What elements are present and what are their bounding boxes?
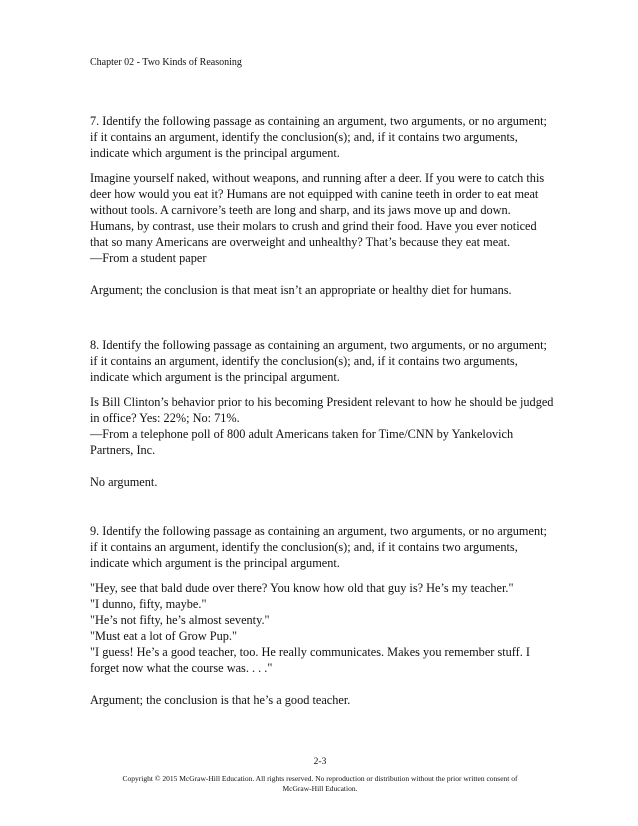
prompt-line: 9. Identify the following passage as containing an argument, two arguments, or no argument;: [90, 524, 547, 538]
passage-line: Imagine yourself naked, without weapons, and running after a deer. If you were to catch this: [90, 171, 545, 185]
passage-line: that so many Americans are overweight and unhealthy? That’s because they eat meat.: [90, 235, 511, 249]
passage-line: "I guess! He’s a good teacher, too. He really communicates. Makes you remember stuff. I: [90, 645, 531, 659]
answer: Argument; the conclusion is that meat isn’t an appropriate or healthy diet for humans.: [90, 283, 512, 297]
copyright-line: Copyright © 2015 McGraw-Hill Education. All rights reserved. No reproduction or distribution without the prior written consent of: [122, 774, 518, 783]
question-9: [90, 523, 570, 708]
passage-line: Is Bill Clinton’s behavior prior to his becoming President relevant to how he should be judged: [90, 395, 554, 409]
prompt-line: indicate which argument is the principal argument.: [90, 370, 340, 384]
prompt-line: indicate which argument is the principal argument.: [90, 556, 340, 570]
passage-source: —From a telephone poll of 800 adult Americans taken for Time/CNN by Yankelovich: [90, 427, 514, 441]
answer: Argument; the conclusion is that he’s a good teacher.: [90, 693, 351, 707]
passage-source: —From a student paper: [90, 251, 207, 265]
passage-line: "Must eat a lot of Grow Pup.": [90, 629, 237, 643]
prompt-line: if it contains an argument, identify the conclusion(s); and, if it contains two arguments,: [90, 540, 518, 554]
prompt-line: indicate which argument is the principal argument.: [90, 146, 340, 160]
prompt-line: 7. Identify the following passage as containing an argument, two arguments, or no argument;: [90, 114, 547, 128]
passage-line: deer how would you eat it? Humans are not equipped with canine teeth in order to eat meat: [90, 187, 539, 201]
copyright-line: McGraw-Hill Education.: [282, 784, 358, 793]
question-8: [90, 337, 570, 490]
passage-line: "I dunno, fifty, maybe.": [90, 597, 207, 611]
chapter-header: Chapter 02 - Two Kinds of Reasoning: [90, 57, 242, 68]
page-number: 2-3: [313, 757, 327, 767]
prompt-line: 8. Identify the following passage as containing an argument, two arguments, or no argument;: [90, 338, 547, 352]
passage-source: Partners, Inc.: [90, 443, 156, 457]
passage-line: "He’s not fifty, he’s almost seventy.": [90, 613, 270, 627]
passage-line: forget now what the course was. . . .": [90, 661, 273, 675]
question-7: [90, 113, 570, 298]
answer: No argument.: [90, 475, 158, 489]
copyright-notice: [80, 774, 560, 794]
prompt-line: if it contains an argument, identify the conclusion(s); and, if it contains two arguments,: [90, 130, 518, 144]
page-footer: [80, 757, 560, 794]
passage-line: Humans, by contrast, use their molars to crush and grind their food. Have you ever noticed: [90, 219, 537, 233]
passage-line: in office? Yes: 22%; No: 71%.: [90, 411, 240, 425]
prompt-line: if it contains an argument, identify the conclusion(s); and, if it contains two arguments,: [90, 354, 518, 368]
passage-line: "Hey, see that bald dude over there? You know how old that guy is? He’s my teacher.": [90, 581, 514, 595]
passage-line: without tools. A carnivore’s teeth are long and sharp, and its jaws move up and down.: [90, 203, 511, 217]
